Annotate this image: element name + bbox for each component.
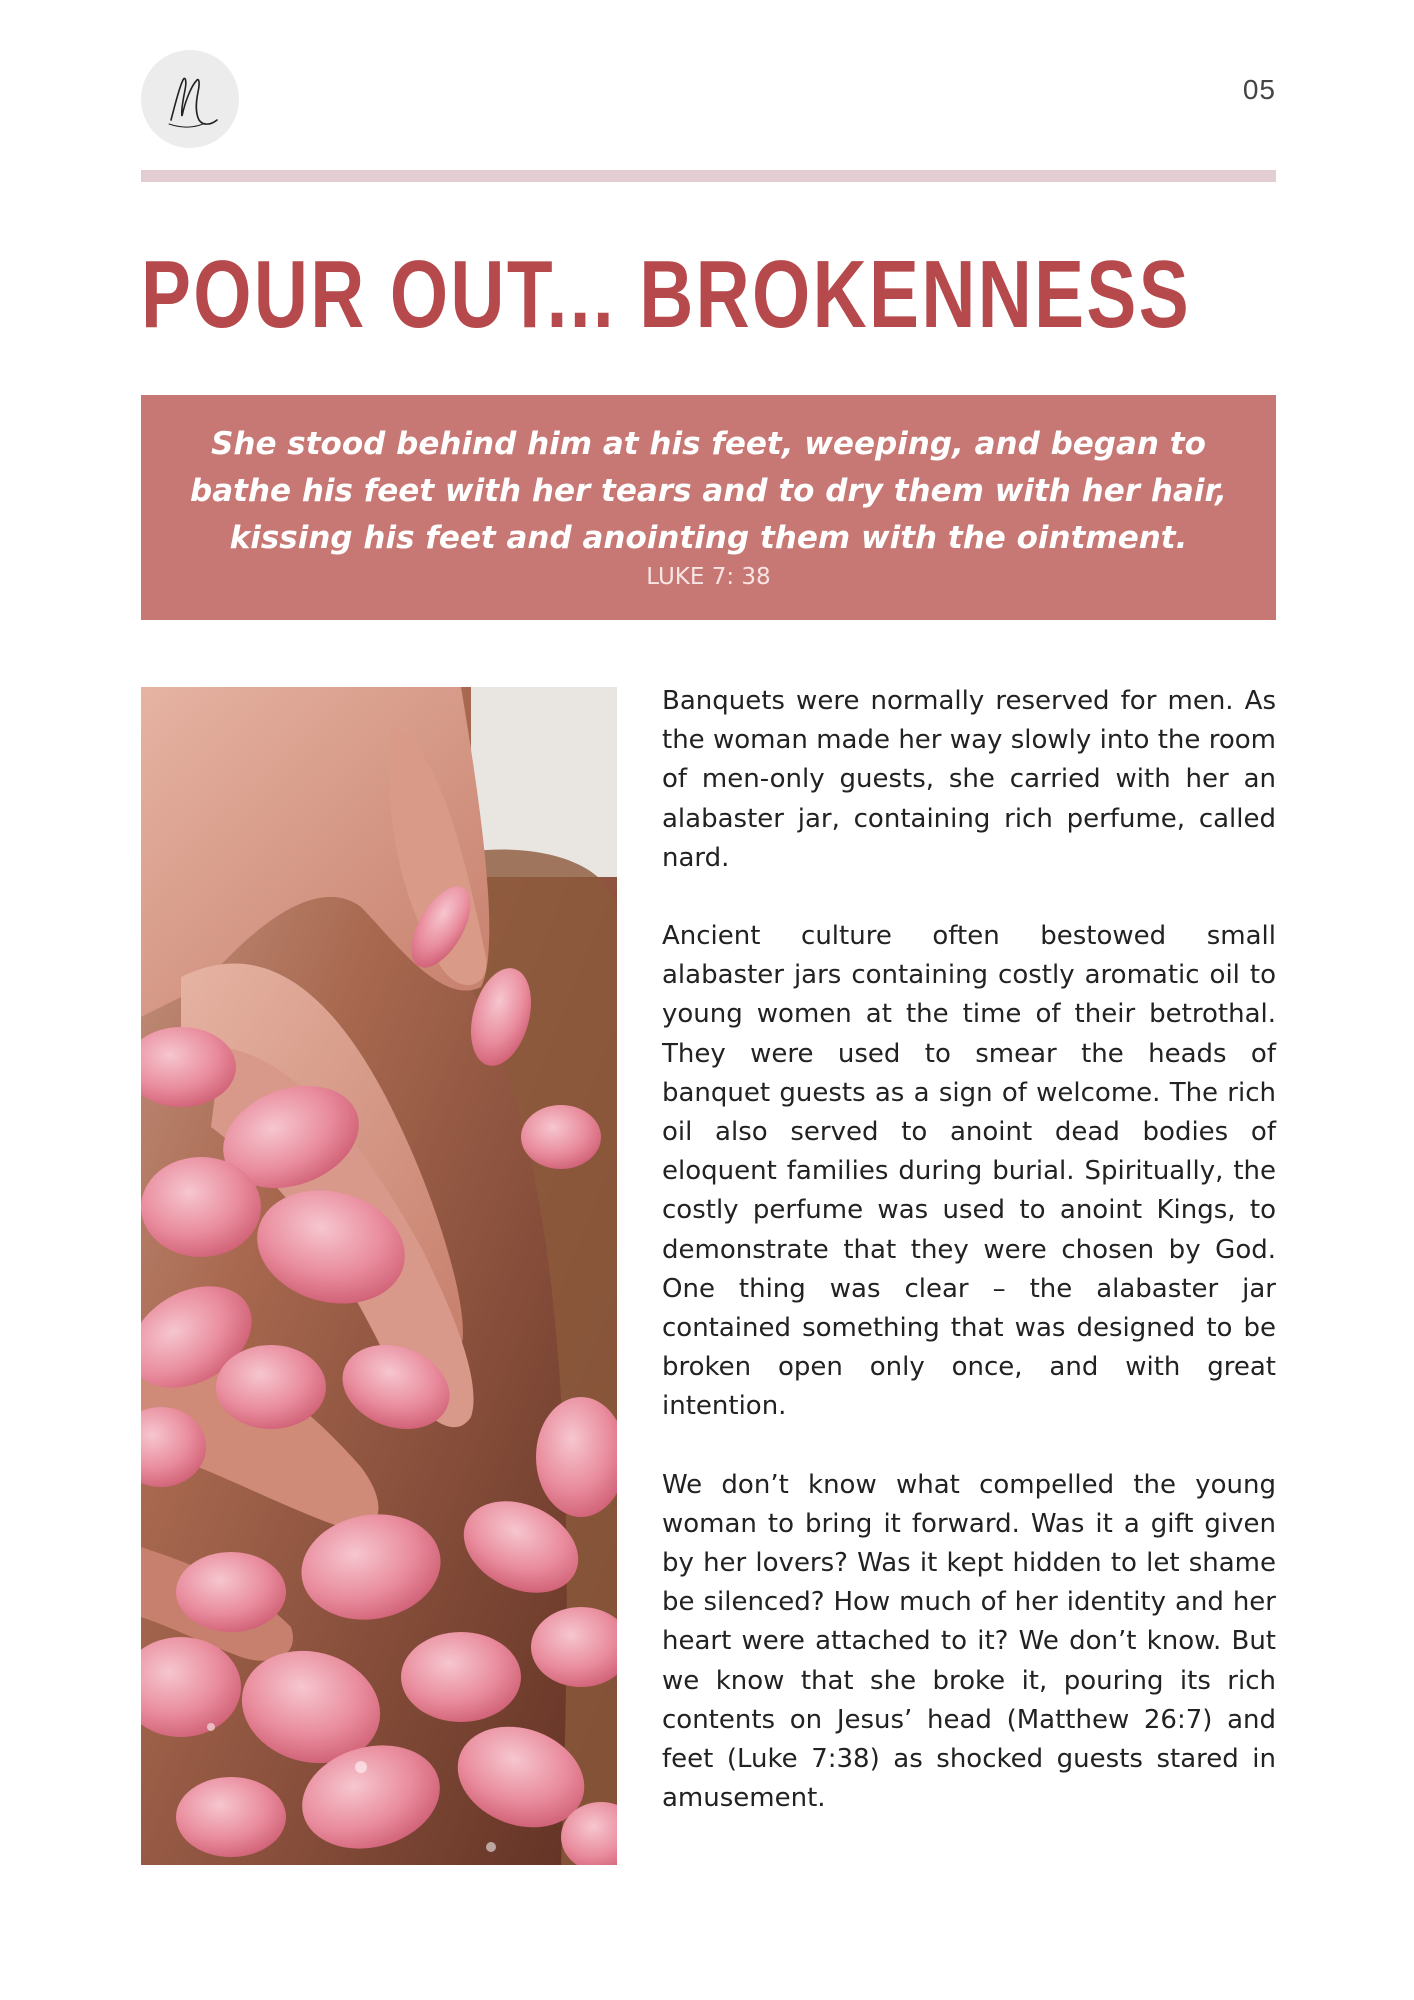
article-body	[662, 682, 1276, 1857]
header-divider	[141, 170, 1276, 182]
hand-in-rose-petals-image	[141, 687, 617, 1865]
scripture-quote-text: She stood behind him at his feet, weeping, and began to bathe his feet with her tears and to dry them with her hair, kissing his feet and anointing them with the ointment.	[190, 426, 1227, 556]
page-number: 05	[1242, 74, 1276, 105]
paragraph: Banquets were normally reserved for men. As the woman made her way slowly into the room of men-only guests, she carried with her an alabaster jar, containing rich perfume, called nard.	[662, 686, 1276, 873]
scripture-quote-box	[141, 395, 1276, 620]
paragraph: Ancient culture often bestowed small alabaster jars containing costly aromatic oil to young women at the time of their betrothal. They were used to smear the heads of banquet guests as a sign of welcome. The rich oil also served to anoint dead bodies of eloquent families during burial. Spiritually, the costly perfume was used to anoint Kings, to demonstrate that they were chosen by God. One thing was clear – the alabaster jar contained something that was designed to be broken open only once, and with great intention.	[662, 921, 1276, 1422]
scripture-reference: LUKE 7: 38	[646, 564, 771, 590]
monogram-logo	[141, 50, 239, 148]
rose-petals-photo	[141, 687, 617, 1865]
page-title: POUR OUT... BROKENNESS	[141, 241, 1192, 348]
monogram-m-icon	[141, 50, 239, 148]
paragraph: We don’t know what compelled the young woman to bring it forward. Was it a gift given by her lovers? Was it kept hidden to let shame be silenced? How much of her identity and her heart were attached to it? We don’t know. But we know that she broke it, pouring its rich contents on Jesus’ head (Matthew 26:7) and feet (Luke 7:38) as shocked guests stared in amusement.	[662, 1469, 1276, 1814]
